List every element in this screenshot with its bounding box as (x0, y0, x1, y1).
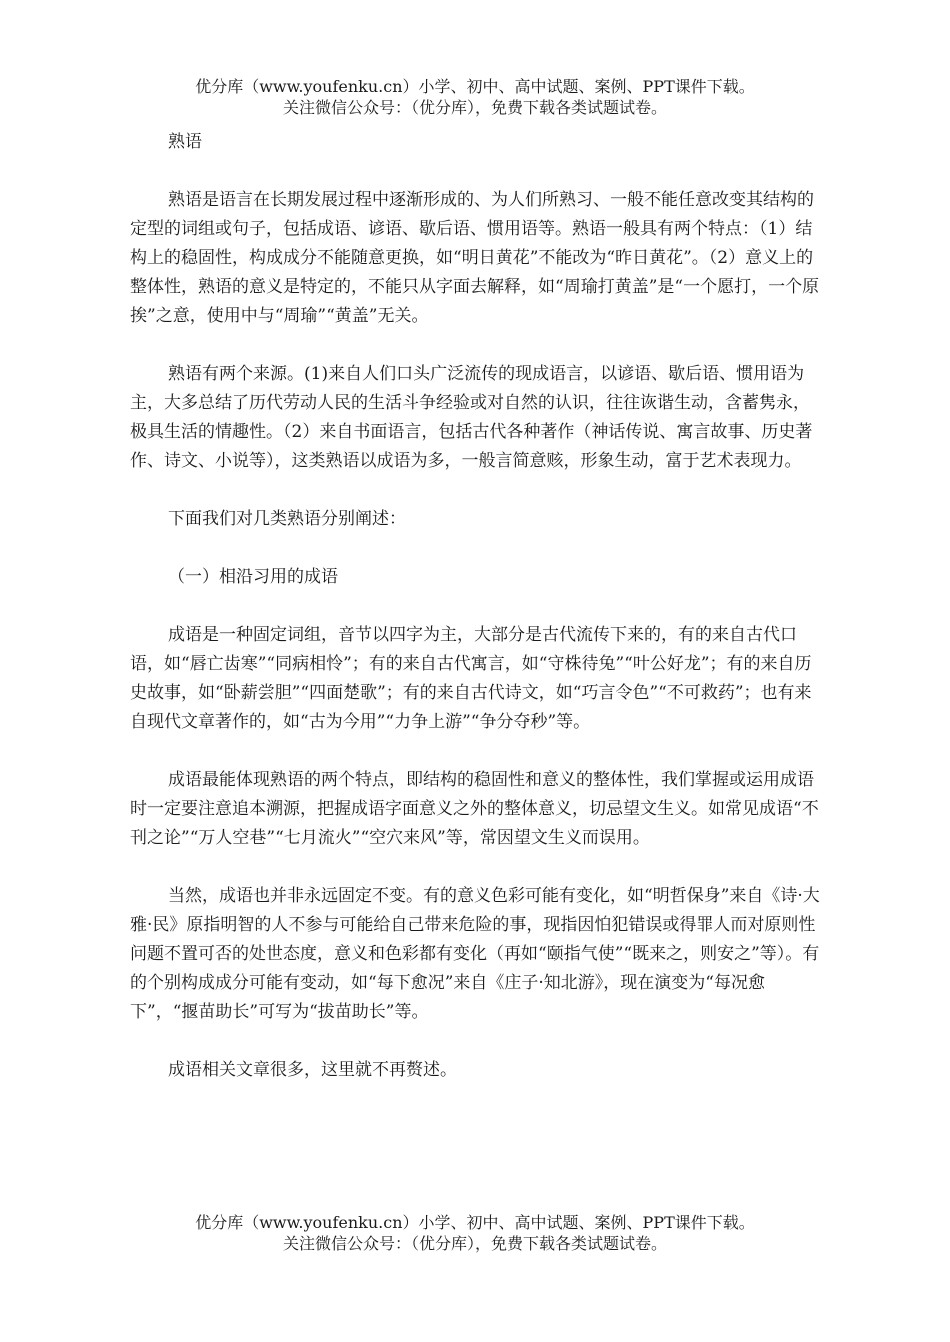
paragraph-intro: 下面我们对几类熟语分别阐述： (168, 509, 406, 529)
document-body (130, 128, 822, 1085)
document-title: 熟语 (168, 132, 202, 152)
section-heading: （一）相沿习用的成语 (168, 567, 338, 587)
paragraph-idiom-features: 成语最能体现熟语的两个特点，即结构的稳固性和意义的整体性，我们掌握或运用成语时一定要注意追本溯源，把握成语字面意义之外的整体意义，切忌望文生义。如常见成语“不刊之论”“万人空巷”“七月流火”“空穴来风”等，常因望文生义而误用。 (130, 770, 819, 848)
page-footer (0, 1212, 950, 1254)
paragraph-closing: 成语相关文章很多，这里就不再赘述。 (168, 1060, 457, 1080)
paragraph-definition: 熟语是语言在长期发展过程中逐渐形成的、为人们所熟习、一般不能任意改变其结构的定型的词组或句子，包括成语、谚语、歇后语、惯用语等。熟语一般具有两个特点：（1）结构上的稳固性，构成成分不能随意更换，如“明日黄花”不能改为“昨日黄花”。（2）意义上的整体性，熟语的意义是特定的，不能只从字面去解释，如“周瑜打黄盖”是“一个愿打，一个原挨”之意，使用中与“周瑜”“黄盖”无关。 (130, 190, 820, 326)
page-header (0, 76, 950, 118)
paragraph-idiom-origins: 成语是一种固定词组，音节以四字为主，大部分是古代流传下来的，有的来自古代口语，如“唇亡齿寒”“同病相怜”；有的来自古代寓言，如“守株待兔”“叶公好龙”；有的来自历史故事，如“卧薪尝胆”“四面楚歌”；有的来自古代诗文，如“巧言令色”“不可救药”；也有来自现代文章著作的，如“古为今用”“力争上游”“争分夺秒”等。 (130, 625, 812, 732)
footer-line-1: 优分库（www.youfenku.cn）小学、初中、高中试题、案例、PPT课件下载。 (195, 1213, 755, 1232)
footer-line-2: 关注微信公众号：（优分库），免费下载各类试题试卷。 (282, 1234, 667, 1253)
paragraph-sources: 熟语有两个来源。(1)来自人们口头广泛流传的现成语言，以谚语、歇后语、惯用语为主，大多总结了历代劳动人民的生活斗争经验或对自然的认识，往往诙谐生动，含蓄隽永，极具生活的情趣性。（2）来自书面语言，包括古代各种著作（神话传说、寓言故事、历史著作、诗文、小说等），这类熟语以成语为多，一般言简意赅，形象生动，富于艺术表现力。 (130, 364, 813, 471)
header-line-2: 关注微信公众号：（优分库），免费下载各类试题试卷。 (282, 98, 667, 117)
paragraph-idiom-changes: 当然，成语也并非永远固定不变。有的意义色彩可能有变化，如“明哲保身”来自《诗·大雅·民》原指明智的人不参与可能给自己带来危险的事，现指因怕犯错误或得罪人而对原则性问题不置可否的处世态度，意义和色彩都有变化（再如“颐指气使”“既来之，则安之”等）。有的个别构成成分可能有变动，如“每下愈况”来自《庄子·知北游》，现在演变为“每况愈下”，“揠苗助长”可写为“拔苗助长”等。 (130, 886, 820, 1022)
header-line-1: 优分库（www.youfenku.cn）小学、初中、高中试题、案例、PPT课件下载。 (195, 77, 755, 96)
